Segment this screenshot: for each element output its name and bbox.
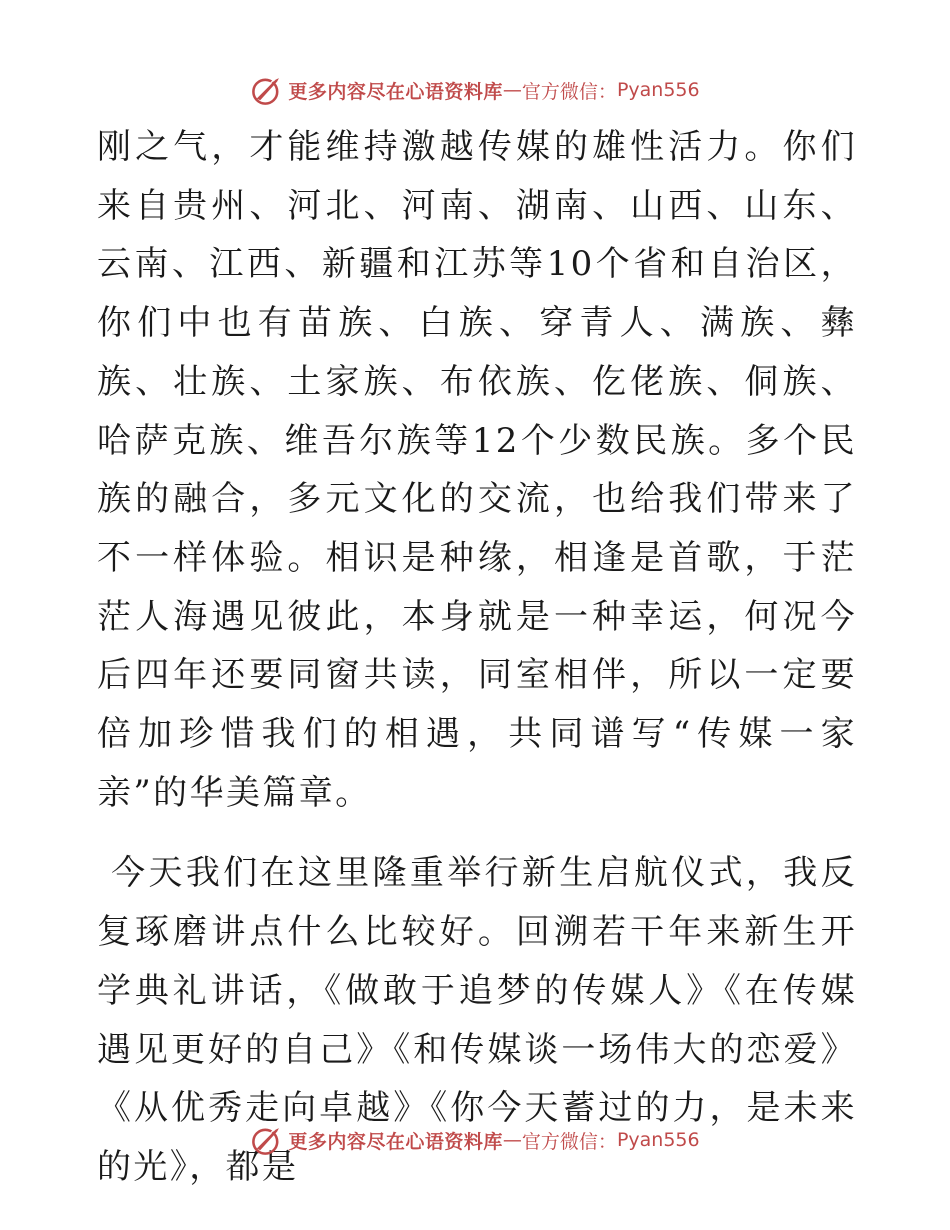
banner-wechat-id: Pyan556 bbox=[616, 1129, 700, 1151]
banner-separator: — bbox=[502, 1129, 522, 1151]
document-body bbox=[97, 118, 857, 1197]
quill-pen-logo-icon bbox=[250, 1123, 284, 1157]
banner-wechat-label: 官方微信： bbox=[521, 80, 617, 103]
banner-site-text: 更多内容尽在心语资料库 bbox=[288, 1130, 503, 1153]
banner-site-text: 更多内容尽在心语资料库 bbox=[288, 80, 503, 103]
banner-wechat-id: Pyan556 bbox=[616, 79, 700, 101]
header-watermark-banner bbox=[0, 70, 950, 110]
body-paragraph-2: 今天我们在这里隆重举行新生启航仪式，我反复琢磨讲点什么比较好。回溯若干年来新生开学典礼讲话，《做敢于追梦的传媒人》《在传媒遇见更好的自己》《和传媒谈一场伟大的恋爱》《从优秀走向卓越》《你今天蓄过的力，是未来的光》，都是 bbox=[97, 853, 857, 1187]
banner-wechat-label: 官方微信： bbox=[521, 1130, 617, 1153]
body-paragraph-1: 刚之气，才能维持激越传媒的雄性活力。你们来自贵州、河北、河南、湖南、山西、山东、云南、江西、新疆和江苏等10个省和自治区，你们中也有苗族、白族、穿青人、满族、彝族、壮族、土家族、布依族、仡佬族、侗族、哈萨克族、维吾尔族等12个少数民族。多个民族的融合，多元文化的交流，也给我们带来了不一样体验。相识是种缘，相逢是首歌，于茫茫人海遇见彼此，本身就是一种幸运，何况今后四年还要同窗共读，同室相伴，所以一定要倍加珍惜我们的相遇，共同谱写“传媒一家亲”的华美篇章。 bbox=[97, 127, 857, 813]
quill-pen-logo-icon bbox=[250, 73, 284, 107]
banner-separator: — bbox=[502, 79, 522, 101]
footer-watermark-banner bbox=[0, 1120, 950, 1160]
